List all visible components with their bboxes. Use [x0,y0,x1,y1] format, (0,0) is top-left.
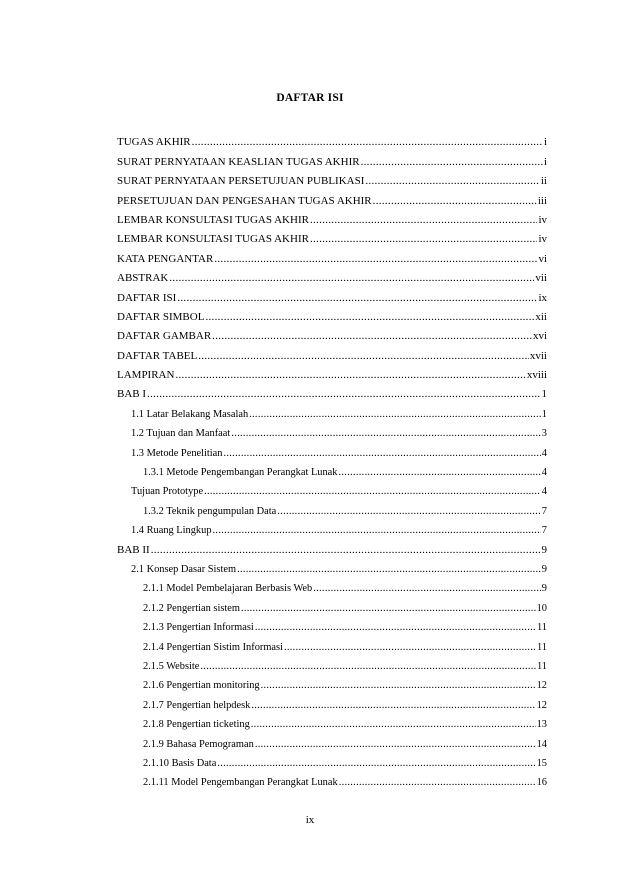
toc-entry-page: 7 [541,525,547,537]
table-of-contents [117,130,547,789]
toc-entry-label: 2.1.2 Pengertian sistem [143,602,240,614]
toc-entry-page: 11 [536,641,547,653]
dot-leader [373,195,537,208]
dot-leader [261,679,536,692]
toc-entry [117,305,547,324]
toc-entry-label: 2.1.9 Bahasa Pemograman [143,738,254,750]
toc-entry-label: 1.3 Metode Penelitian [131,447,223,459]
dot-leader [223,447,540,460]
toc-entry-label: 2.1.6 Pengertian monitoring [143,680,260,692]
dot-leader [212,330,532,343]
toc-entry-label: KATA PENGANTAR [117,252,214,265]
toc-entry-label: ABSTRAK [117,272,169,285]
toc-entry [117,227,547,246]
dot-leader [169,272,534,285]
page-number: ix [305,814,315,826]
toc-entry-label: LEMBAR KONSULTASI TUGAS AKHIR [117,213,309,226]
dot-leader [251,699,535,712]
toc-entry [117,751,547,770]
toc-entry-label: 1.3.2 Teknik pengumpulan Data [143,505,277,517]
toc-entry [117,712,547,731]
dot-leader [151,544,541,557]
toc-entry-label: LEMBAR KONSULTASI TUGAS AKHIR [117,233,309,246]
toc-entry [117,479,547,498]
toc-entry-label: 1.1 Latar Belakang Masalah [131,408,249,420]
toc-entry [117,615,547,634]
dot-leader [175,369,525,382]
toc-entry [117,401,547,420]
toc-entry [117,363,547,382]
dot-leader [213,524,541,537]
toc-entry-page: 11 [536,622,547,634]
toc-entry [117,557,547,576]
toc-entry-page: iv [538,233,547,246]
dot-leader [205,311,534,324]
dot-leader [249,408,541,421]
toc-entry [117,188,547,207]
toc-entry [117,654,547,673]
toc-entry [117,169,547,188]
toc-entry-page: xii [535,310,547,323]
toc-entry-label: DAFTAR TABEL [117,349,198,362]
toc-entry-label: PERSETUJUAN DAN PENGESAHAN TUGAS AKHIR [117,194,372,207]
toc-entry-label: DAFTAR ISI [117,291,177,304]
toc-entry [117,731,547,750]
toc-entry-page: 4 [541,447,547,459]
dot-leader [147,388,540,401]
toc-entry [117,537,547,556]
toc-entry-label: DAFTAR SIMBOL [117,310,205,323]
toc-entry-page: i [543,155,547,168]
toc-entry-label: TUGAS AKHIR [117,136,191,149]
toc-entry-page: 9 [541,583,547,595]
dot-leader [241,602,536,615]
dot-leader [310,233,537,246]
toc-entry-page: xvi [532,330,547,343]
toc-entry-page: 7 [541,505,547,517]
toc-entry [117,382,547,401]
toc-entry-label: SURAT PERNYATAAN KEASLIAN TUGAS AKHIR [117,155,360,168]
dot-leader [339,466,541,479]
toc-entry [117,518,547,537]
dot-leader [237,563,541,576]
dot-leader [214,253,537,266]
toc-entry [117,324,547,343]
toc-entry-page: ix [538,291,547,304]
dot-leader [255,621,536,634]
toc-entry [117,246,547,265]
toc-entry-page: 11 [536,660,547,672]
toc-entry-label: 1.2 Tujuan dan Manfaat [131,428,231,440]
dot-leader [284,641,536,654]
toc-entry-label: 2.1 Konsep Dasar Sistem [131,563,237,575]
toc-entry-page: 12 [536,680,547,692]
toc-entry [117,460,547,479]
toc-entry-page: 15 [536,757,547,769]
toc-entry-page: 1 [541,388,547,401]
toc-entry-page: 14 [536,738,547,750]
toc-entry-page: iv [538,213,547,226]
toc-entry [117,343,547,362]
toc-entry-label: 2.1.1 Model Pembelajaran Berbasis Web [143,583,313,595]
toc-entry [117,595,547,614]
toc-entry-label: DAFTAR GAMBAR [117,330,212,343]
toc-entry-page: vii [535,272,547,285]
toc-entry-page: 16 [536,777,547,789]
toc-entry [117,285,547,304]
toc-entry-page: 1 [541,408,547,420]
toc-entry-page: iii [537,194,547,207]
toc-entry-page: 10 [536,602,547,614]
toc-entry-label: 2.1.11 Model Pengembangan Perangkat Lunak [143,777,338,789]
dot-leader [192,136,543,149]
toc-entry-label: 1.3.1 Metode Pengembangan Perangkat Lunak [143,467,338,479]
toc-entry-label: BAB I [117,388,147,401]
toc-entry-page: 9 [541,543,547,556]
toc-entry [117,440,547,459]
dot-leader [361,156,543,169]
toc-entry-label: 2.1.5 Website [143,660,200,672]
toc-entry-page: xviii [526,369,547,382]
toc-entry [117,770,547,789]
toc-entry-label: 1.4 Ruang Lingkup [131,525,212,537]
toc-entry [117,266,547,285]
toc-entry-page: xvii [529,349,547,362]
dot-leader [251,718,536,731]
toc-entry [117,498,547,517]
toc-entry-page: 3 [541,428,547,440]
dot-leader [200,660,536,673]
toc-entry-page: 4 [541,467,547,479]
toc-entry-label: 2.1.4 Pengertian Sistim Informasi [143,641,283,653]
page-title: DAFTAR ISI [276,92,344,104]
toc-entry-label: LAMPIRAN [117,369,175,382]
toc-entry-page: ii [540,175,547,188]
toc-entry [117,673,547,692]
toc-entry-page: 13 [536,719,547,731]
dot-leader [277,505,541,518]
dot-leader [310,214,537,227]
dot-leader [339,776,536,789]
toc-entry-page: 9 [541,563,547,575]
dot-leader [313,582,541,595]
dot-leader [198,350,529,363]
toc-entry-label: BAB II [117,543,150,556]
toc-entry-label: 2.1.7 Pengertian helpdesk [143,699,251,711]
toc-entry-label: 2.1.8 Pengertian ticketing [143,719,250,731]
dot-leader [217,757,535,770]
toc-entry-label: 2.1.10 Basis Data [143,757,217,769]
toc-entry-label: Tujuan Prototype [131,486,204,498]
toc-entry [117,208,547,227]
toc-entry-label: 2.1.3 Pengertian Informasi [143,622,254,634]
dot-leader [231,427,541,440]
toc-entry-page: 4 [541,486,547,498]
toc-entry [117,130,547,149]
toc-entry-page: vi [538,252,547,265]
dot-leader [177,292,537,305]
toc-entry-label: SURAT PERNYATAAN PERSETUJUAN PUBLIKASI [117,175,365,188]
toc-entry [117,149,547,168]
toc-entry-page: 12 [536,699,547,711]
dot-leader [204,485,541,498]
toc-entry-page: i [543,136,547,149]
toc-entry [117,692,547,711]
toc-entry [117,421,547,440]
dot-leader [365,175,540,188]
dot-leader [255,738,536,751]
toc-entry [117,576,547,595]
toc-entry [117,634,547,653]
